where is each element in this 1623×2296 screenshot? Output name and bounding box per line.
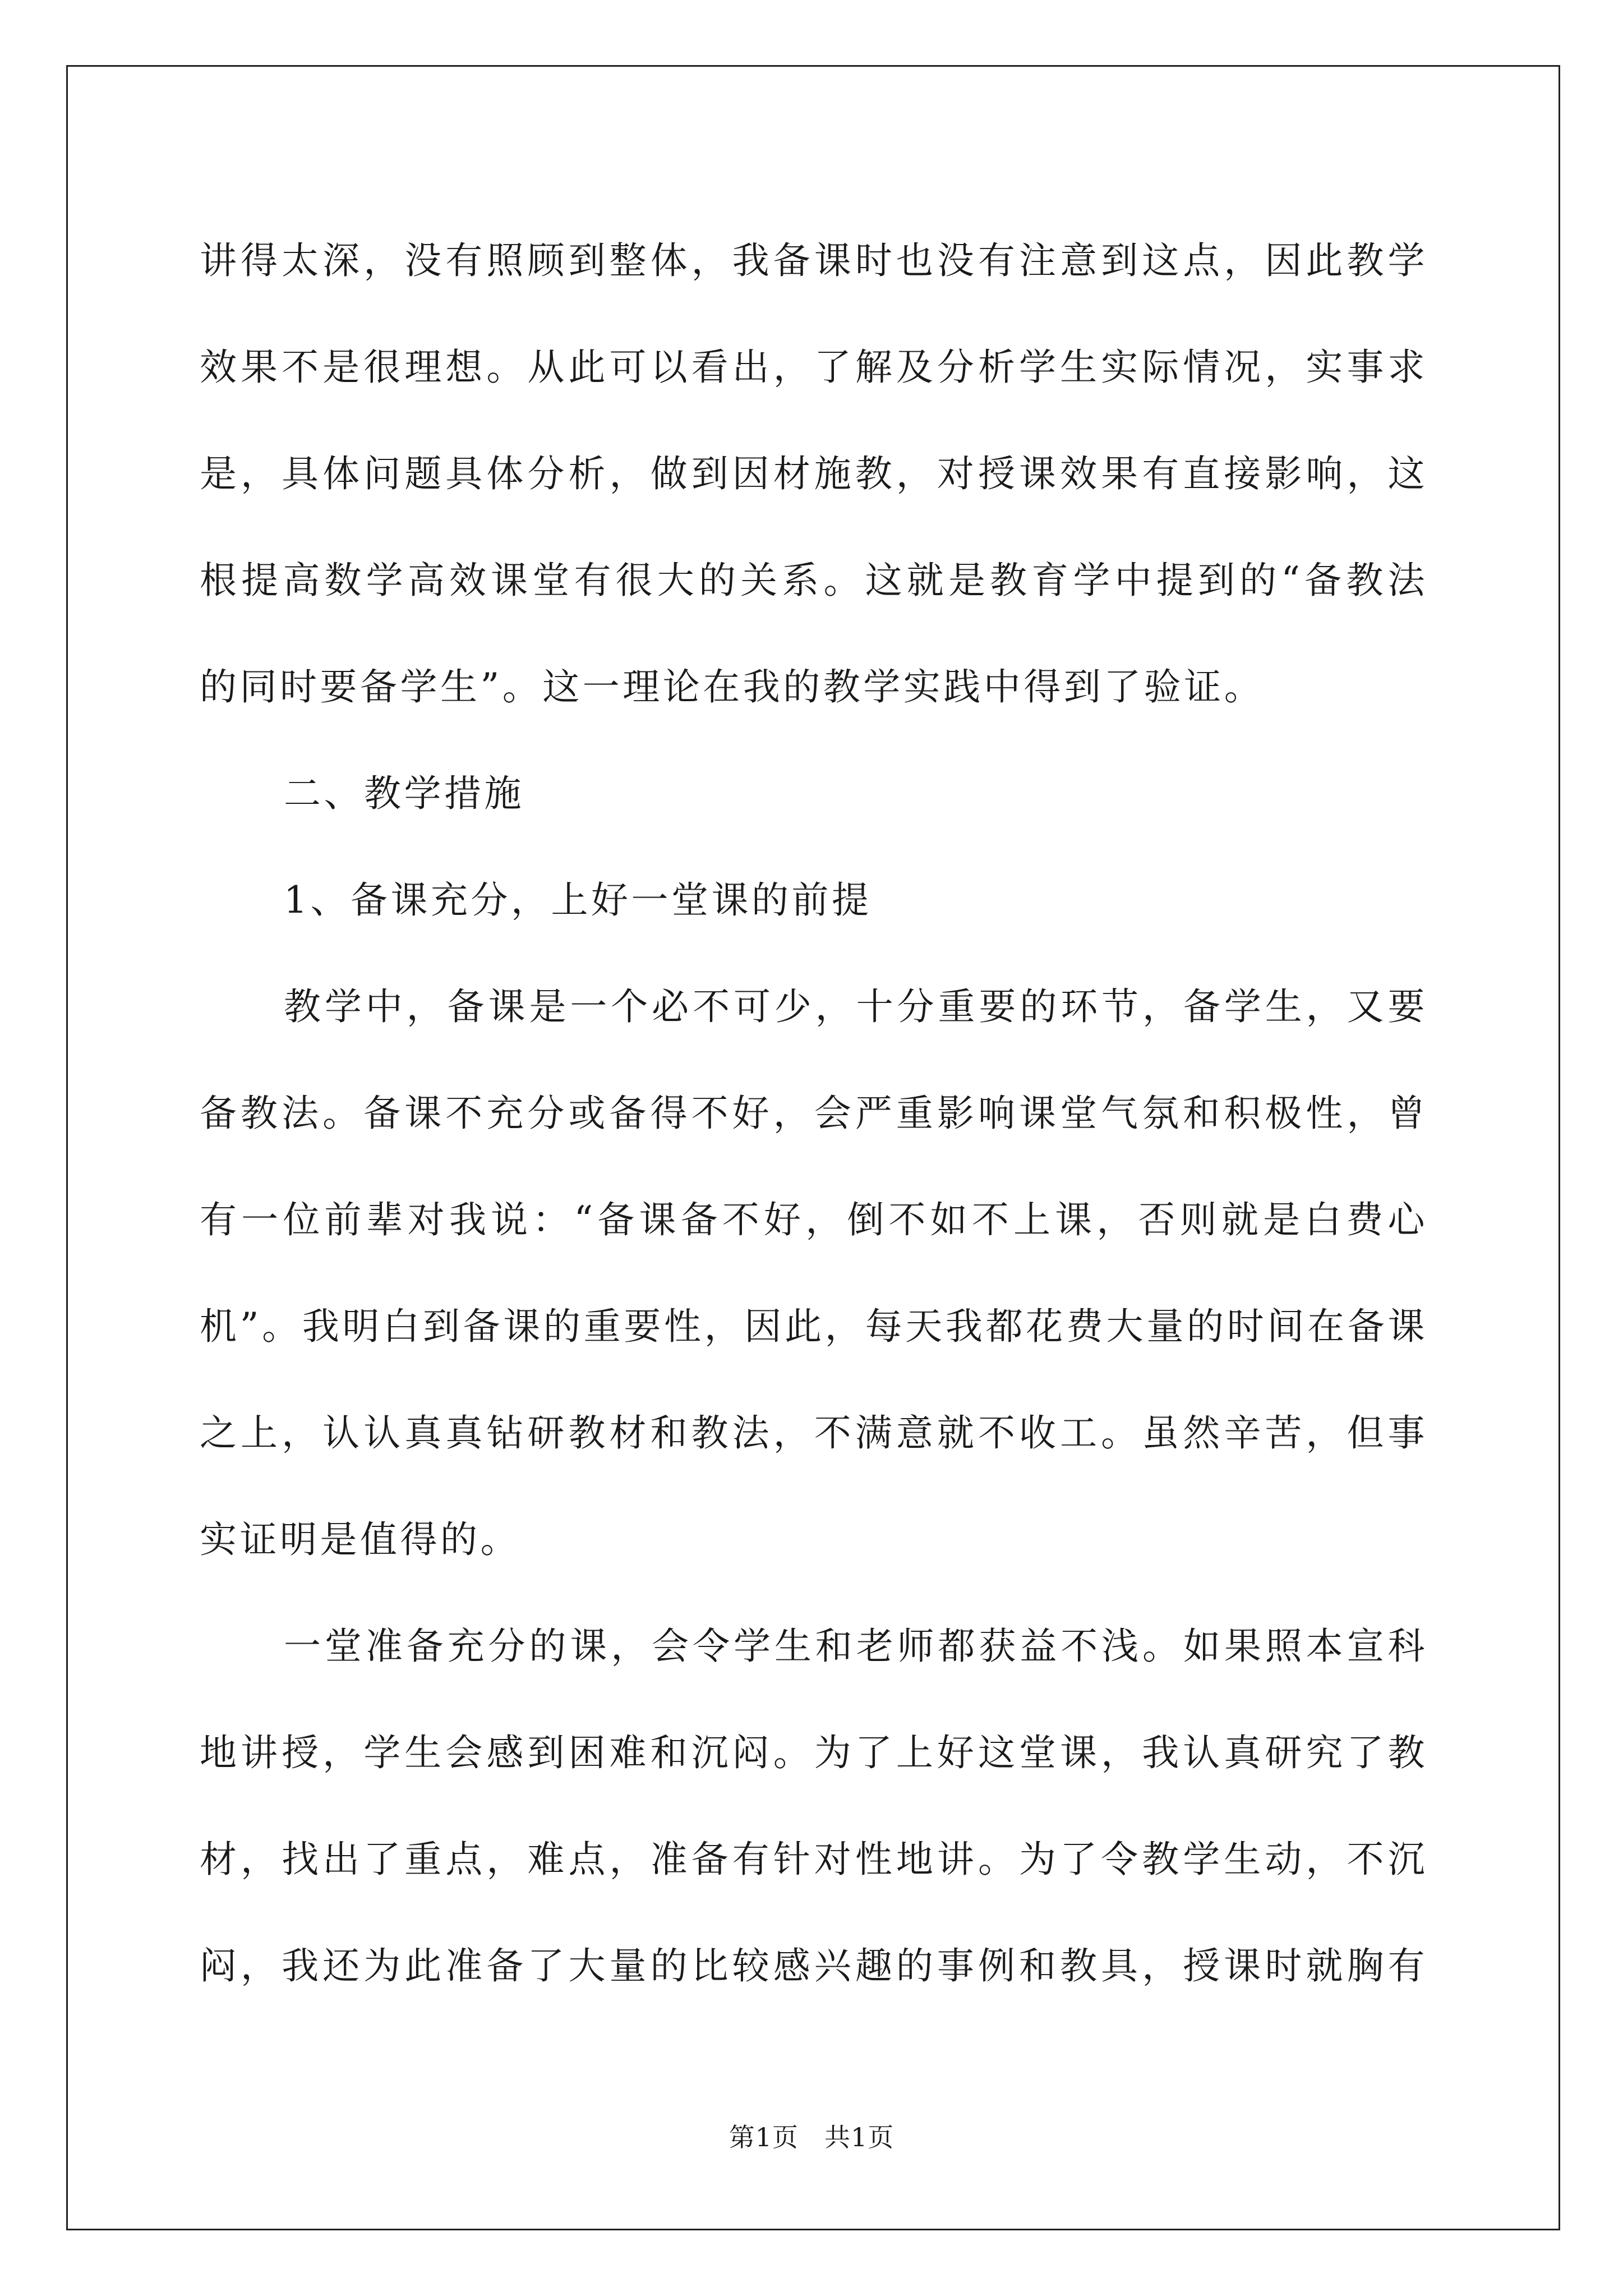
text-line: 的同时要备学生”。这一理论在我的教学实践中得到了验证。 (200, 665, 1265, 708)
text-line: 之上，认认真真钻研教材和教法，不满意就不收工。虽然辛苦，但事 (200, 1411, 1428, 1455)
text-line: 实证明是值得的。 (200, 1518, 520, 1561)
text-line: 根提高数学高效课堂有很大的关系。这就是教育学中提到的“备教法 (200, 559, 1428, 602)
text-line: 一堂准备充分的课，会令学生和老师都获益不浅。如果照本宣科 (284, 1625, 1428, 1668)
text-line: 效果不是很理想。从此可以看出，了解及分析学生实际情况，实事求 (200, 346, 1428, 389)
text-line: 二、教学措施 (284, 772, 524, 815)
total-pages: 共1页 (824, 2122, 895, 2152)
text-line: 备教法。备课不充分或备得不好，会严重影响课堂气氛和积极性，曾 (200, 1092, 1428, 1135)
text-line: 有一位前辈对我说：“备课备不好，倒不如不上课，否则就是白费心 (200, 1198, 1428, 1241)
text-line: 教学中，备课是一个必不可少，十分重要的环节，备学生，又要 (284, 985, 1428, 1028)
text-line: 材，找出了重点，难点，准备有针对性地讲。为了令教学生动，不沉 (200, 1838, 1428, 1881)
document-body (200, 208, 1428, 2019)
text-line: 1、备课充分，上好一堂课的前提 (284, 878, 872, 922)
text-line: 机”。我明白到备课的重要性，因此，每天我都花费大量的时间在备课 (200, 1305, 1428, 1348)
text-line: 讲得太深，没有照顾到整体，我备课时也没有注意到这点，因此教学 (200, 239, 1428, 282)
text-line: 是，具体问题具体分析，做到因材施教，对授课效果有直接影响，这 (200, 452, 1428, 495)
page-number: 第1页 (728, 2122, 799, 2152)
page-footer (0, 2120, 1623, 2154)
text-line: 地讲授，学生会感到困难和沉闷。为了上好这堂课，我认真研究了教 (200, 1731, 1428, 1774)
text-line: 闷，我还为此准备了大量的比较感兴趣的事例和教具，授课时就胸有 (200, 1944, 1428, 1987)
